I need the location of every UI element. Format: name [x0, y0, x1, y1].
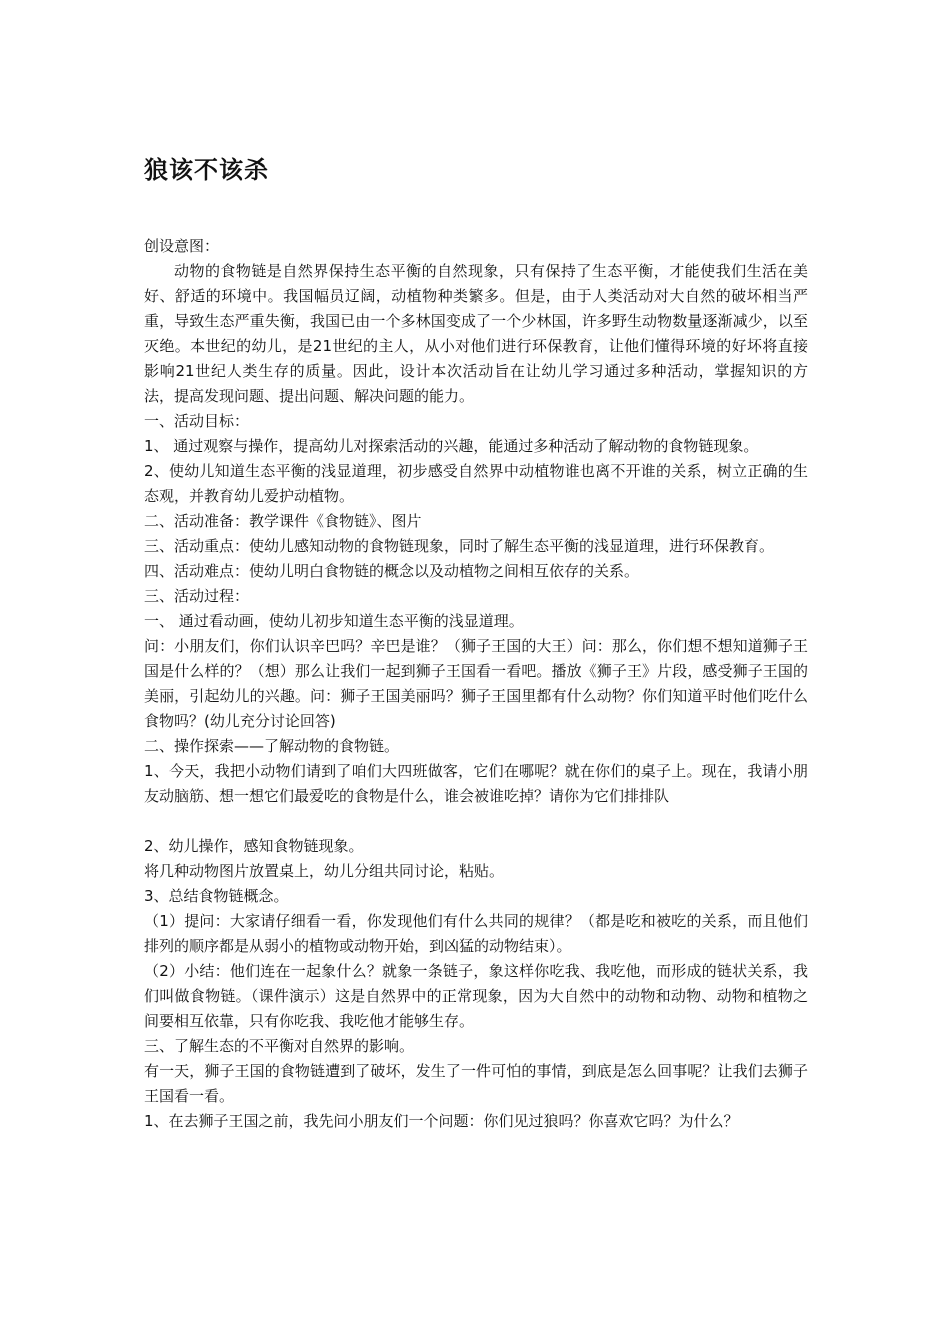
document-title: 狼该不该杀 [144, 156, 269, 184]
paragraph-step-1-heading: 一、 通过看动画，使幼儿初步知道生态平衡的浅显道理。 [144, 612, 524, 630]
paragraph-step-3-heading: 三、了解生态的不平衡对自然界的影响。 [144, 1037, 415, 1055]
paragraph-question-1: （1）提问：大家请仔细看一看，你发现他们有什么共同的规律？（都是吃和被吃的关系，而且他们排列的顺序都是从弱小的植物或动物开始，到凶猛的动物结束）。 [144, 912, 808, 955]
paragraph-goals-heading: 一、活动目标： [144, 412, 250, 430]
paragraph-goal-1: 1、 通过观察与操作，提高幼儿对探索活动的兴趣，能通过多种活动了解动物的食物链现象。 [144, 437, 759, 455]
paragraph-process-heading: 三、活动过程： [144, 587, 250, 605]
paragraph-preparation: 二、活动准备：教学课件《食物链》、图片 [144, 512, 422, 530]
paragraph-key-points: 三、活动重点：使幼儿感知动物的食物链现象，同时了解生态平衡的浅显道理，进行环保教育。 [144, 537, 775, 555]
paragraph-step-3-1: 1、在去狮子王国之前，我先问小朋友们一个问题：你们见过狼吗？你喜欢它吗？为什么？ [144, 1112, 739, 1130]
paragraph-intent-heading: 创设意图： [144, 237, 220, 255]
document-body [144, 234, 808, 1134]
paragraph-step-3-text: 有一天，狮子王国的食物链遭到了破坏，发生了一件可怕的事情，到底是怎么回事呢？让我们去狮子王国看一看。 [144, 1062, 808, 1105]
paragraph-step-2-heading: 二、操作探索——了解动物的食物链。 [144, 737, 400, 755]
paragraph-step-2-3: 3、总结食物链概念。 [144, 887, 289, 905]
paragraph-step-2-2-text: 将几种动物图片放置桌上，幼儿分组共同讨论，粘贴。 [144, 862, 505, 880]
paragraph-difficulties: 四、活动难点：使幼儿明白食物链的概念以及动植物之间相互依存的关系。 [144, 562, 640, 580]
blank-line [144, 809, 808, 834]
paragraph-intent-text: 动物的食物链是自然界保持生态平衡的自然现象，只有保持了生态平衡，才能使我们生活在美好、舒适的环境中。我国幅员辽阔，动植物种类繁多。但是，由于人类活动对大自然的破坏相当严重，导致生态严重失衡，我国已由一个多林国变成了一个少林国，许多野生动物数量逐渐减少，以至灭绝。本世纪的幼儿，是21世纪的主人，从小对他们进行环保教育，让他们懂得环境的好坏将直接影响21世纪人类生存的质量。因此，设计本次活动旨在让幼儿学习通过多种活动，掌握知识的方法，提高发现问题、提出问题、解决问题的能力。 [144, 262, 808, 405]
paragraph-summary-2: （2）小结：他们连在一起象什么？就象一条链子，象这样你吃我、我吃他，而形成的链状关系，我们叫做食物链。（课件演示）这是自然界中的正常现象，因为大自然中的动物和动物、动物和植物之间要相互依靠，只有你吃我、我吃他才能够生存。 [144, 962, 808, 1030]
paragraph-step-1-text: 问：小朋友们，你们认识辛巴吗？辛巴是谁？（狮子王国的大王）问：那么，你们想不想知道狮子王国是什么样的？（想）那么让我们一起到狮子王国看一看吧。播放《狮子王》片段，感受狮子王国的美丽，引起幼儿的兴趣。问：狮子王国美丽吗？狮子王国里都有什么动物？你们知道平时他们吃什么食物吗？(幼儿充分讨论回答) [144, 637, 808, 730]
paragraph-goal-2: 2、使幼儿知道生态平衡的浅显道理，初步感受自然界中动植物谁也离不开谁的关系，树立正确的生态观，并教育幼儿爱护动植物。 [144, 462, 808, 505]
paragraph-step-2-2: 2、幼儿操作，感知食物链现象。 [144, 837, 364, 855]
paragraph-step-2-1: 1、今天，我把小动物们请到了咱们大四班做客，它们在哪呢？就在你们的桌子上。现在，我请小朋友动脑筋、想一想它们最爱吃的食物是什么，谁会被谁吃掉？请你为它们排排队 [144, 762, 808, 805]
